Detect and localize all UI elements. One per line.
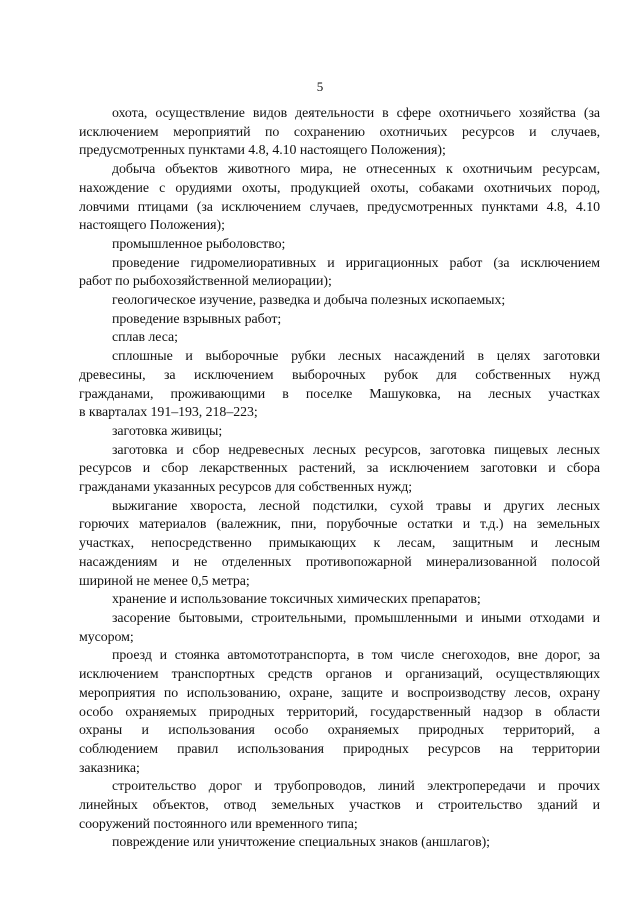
- document-body: [79, 105, 600, 853]
- text-line: охота, осуществление видов деятельности в сфере охотничьего хозяйства (за: [112, 106, 600, 121]
- text-line: сплав леса;: [112, 330, 178, 346]
- text-line: ресурсов и сбор лекарственных растений, за исключением заготовки и сбора: [79, 461, 600, 477]
- text-line: заготовка и сбор недревесных лесных ресурсов, заготовка пищевых лесных: [112, 442, 600, 458]
- text-line: в кварталах 191–193, 218–223;: [79, 405, 258, 421]
- text-line: насаждениям и не отделенных противопожарной минерализованной полосой: [79, 554, 600, 570]
- text-line: повреждение или уничтожение специальных знаков (аншлагов);: [112, 835, 490, 851]
- text-line: проведение взрывных работ;: [112, 311, 282, 327]
- paragraph: [79, 591, 600, 610]
- paragraph: [79, 442, 600, 498]
- text-line: сплошные и выборочные рубки лесных насаждений в целях заготовки: [112, 349, 600, 365]
- text-line: промышленное рыболовство;: [112, 236, 286, 252]
- text-line: геологическое изучение, разведка и добыча полезных ископаемых;: [112, 293, 506, 309]
- paragraph: [79, 255, 600, 292]
- paragraph: [79, 647, 600, 778]
- text-line: исключением транспортных средств органов и организаций, осуществляющих: [79, 667, 600, 683]
- text-line: строительство дорог и трубопроводов, линий электропередачи и прочих: [112, 779, 600, 795]
- page-number: 5: [316, 79, 324, 94]
- paragraph: [79, 329, 600, 348]
- text-line: мероприятия по использованию, охране, защите и воспроизводству лесов, охрану: [79, 685, 600, 701]
- text-line: добыча объектов животного мира, не отнесенных к охотничьим ресурсам,: [112, 162, 600, 178]
- text-line: проезд и стоянка автомототранспорта, в том числе снегоходов, вне дорог, за: [112, 648, 600, 664]
- text-line: линейных объектов, отвод земельных участков и строительство зданий и: [79, 798, 600, 814]
- text-line: шириной не менее 0,5 метра;: [79, 573, 250, 589]
- paragraph: [79, 348, 600, 423]
- text-line: заготовка живицы;: [112, 423, 223, 439]
- text-line: исключением мероприятий по сохранению охотничьих ресурсов и случаев,: [79, 124, 600, 140]
- text-line: участках, непосредственно примыкающих к лесам, защитным и лесным: [79, 536, 600, 552]
- text-line: хранение и использование токсичных химических препаратов;: [112, 592, 481, 608]
- text-line: нахождение с орудиями охоты, продукцией охоты, собаками охотничьих пород,: [79, 180, 600, 196]
- paragraph: [79, 161, 600, 236]
- text-line: гражданами, проживающими в поселке Машуковка, на лесных участках: [79, 386, 600, 402]
- text-line: заказника;: [79, 760, 140, 776]
- text-line: предусмотренных пунктами 4.8, 4.10 настоящего Положения);: [79, 143, 446, 159]
- paragraph: [79, 834, 600, 853]
- text-line: охраны и использования особо охраняемых природных территорий, а: [79, 723, 600, 739]
- text-line: мусором;: [79, 629, 134, 645]
- text-line: особо охраняемых природных территорий, государственный надзор в области: [79, 704, 600, 720]
- text-line: выжигание хвороста, лесной подстилки, сухой травы и других лесных: [112, 498, 600, 514]
- text-line: проведение гидромелиоративных и ирригационных работ (за исключением: [112, 255, 600, 271]
- paragraph: [79, 778, 600, 834]
- text-line: настоящего Положения);: [79, 218, 225, 234]
- text-line: работ по рыбохозяйственной мелиорации);: [79, 274, 332, 290]
- paragraph: [79, 236, 600, 255]
- paragraph: [79, 292, 600, 311]
- paragraph: [79, 105, 600, 161]
- paragraph: [79, 311, 600, 330]
- text-line: засорение бытовыми, строительными, промышленными и иными отходами и: [112, 610, 600, 626]
- paragraph: [79, 610, 600, 647]
- text-line: гражданами указанных ресурсов для собственных нужд;: [79, 480, 413, 496]
- text-line: сооружений постоянного или временного типа;: [79, 816, 358, 832]
- text-line: горючих материалов (валежник, пни, порубочные остатки и т.д.) на земельных: [79, 517, 600, 533]
- text-line: древесины, за исключением выборочных рубок для собственных нужд: [79, 367, 600, 383]
- text-line: ловчими птицами (за исключением случаев, предусмотренных пунктами 4.8, 4.10: [79, 199, 600, 215]
- text-line: соблюдением правил использования природных ресурсов на территории: [79, 741, 600, 757]
- paragraph: [79, 498, 600, 592]
- paragraph: [79, 423, 600, 442]
